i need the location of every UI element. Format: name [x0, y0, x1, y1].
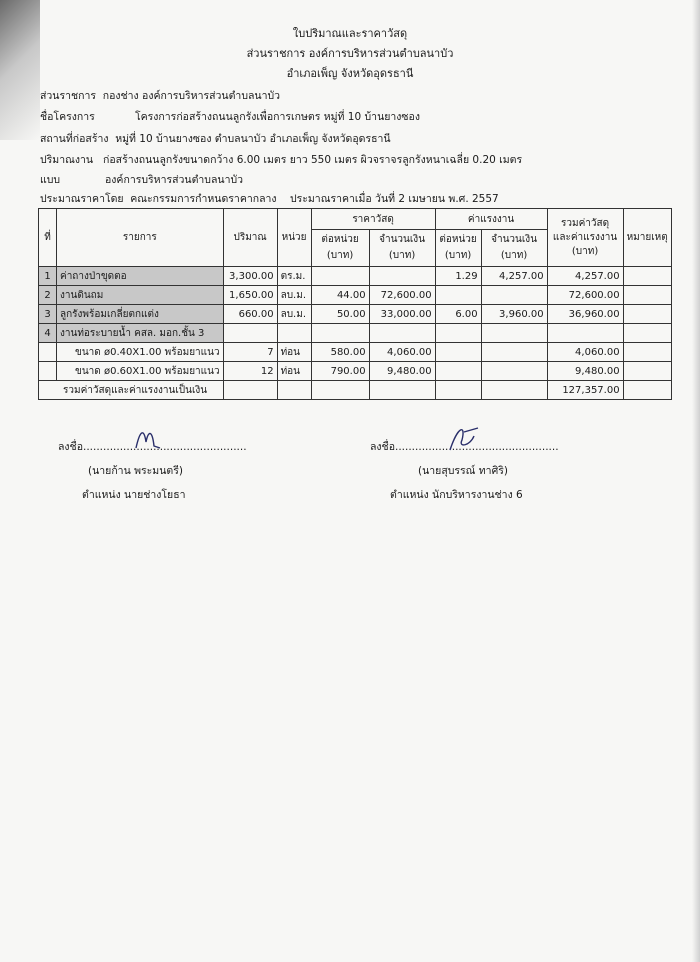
header-mat-amount-baht: (บาท) [388, 250, 416, 261]
table-row [39, 286, 672, 305]
doc-subtitle-district: อำเภอเพ็ญ จังหวัดอุดรธานี [286, 67, 414, 80]
cell-lab-unit: 1.29 [435, 267, 481, 286]
dept-label: ส่วนราชการ [40, 90, 97, 102]
type-line [40, 171, 243, 188]
cell-qty: 7 [223, 343, 277, 362]
doc-subtitle-agency: ส่วนราชการ องค์การบริหารส่วนตำบลนาบัว [246, 47, 454, 60]
estimator-value: คณะกรรมการกำหนดราคากลาง [130, 193, 277, 205]
cell-total [547, 324, 623, 343]
cell-total: 4,060.00 [547, 343, 623, 362]
scan-edge [692, 0, 700, 962]
cell-note [623, 324, 671, 343]
cell-qty: 12 [223, 362, 277, 381]
cell-lab-unit [435, 286, 481, 305]
cell-no: 1 [39, 267, 57, 286]
cell-lab-amt: 3,960.00 [481, 305, 547, 324]
dept-value: กองช่าง องค์การบริหารส่วนตำบลนาบัว [102, 90, 281, 102]
project-label: ชื่อโครงการ [40, 111, 95, 123]
table-row [39, 362, 672, 381]
right-signature-icon [444, 422, 484, 456]
dept-line [40, 87, 280, 104]
cell-unit: ท่อน [277, 343, 311, 362]
quantity-value: ก่อสร้างถนนลูกรังขนาดกว้าง 6.00 เมตร ยาว 550 เมตร ผิวจราจรลูกรังหนาเฉลี่ย 0.20 เมตร [103, 154, 523, 166]
cell-item: งานท่อระบายน้ำ คสล. มอก.ชั้น 3 [57, 324, 224, 343]
estimator-line [40, 190, 499, 207]
table-row [39, 324, 672, 343]
header-total-line3: (บาท) [571, 245, 599, 257]
cell-mat-unit: 44.00 [311, 286, 369, 305]
site-value: หมู่ที่ 10 บ้านยางซอง ตำบลนาบัว อำเภอเพ็ญ จังหวัดอุดรธานี [115, 133, 391, 145]
cell-mat-amt [369, 267, 435, 286]
header-mat-amount [369, 230, 435, 267]
cell-item: ลูกรังพร้อมเกลี่ยตกแต่ง [57, 305, 224, 324]
cell-mat-amt: 33,000.00 [369, 305, 435, 324]
cell-note [623, 286, 671, 305]
header-material: ราคาวัสดุ [311, 209, 435, 230]
cell-item: ขนาด ø0.40X1.00 พร้อมยาแนว [57, 343, 224, 362]
doc-title: ใบปริมาณและราคาวัสดุ [292, 27, 408, 40]
cell-lab-amt [481, 286, 547, 305]
cell-lab-unit [435, 343, 481, 362]
header-total-line2: และค่าแรงงาน [552, 231, 618, 243]
cell-total: 9,480.00 [547, 362, 623, 381]
cell-lab-unit [435, 362, 481, 381]
left-name: (นายก้าน พระมนตรี) [88, 465, 183, 477]
cell-mat-amt: 72,600.00 [369, 286, 435, 305]
cell-note [623, 343, 671, 362]
sum-total: 127,357.00 [547, 381, 623, 400]
cell-mat-unit [311, 324, 369, 343]
header-labor: ค่าแรงงาน [435, 209, 547, 230]
cell-lab-amt: 4,257.00 [481, 267, 547, 286]
cell-mat-unit: 790.00 [311, 362, 369, 381]
cell-no [39, 343, 57, 362]
cell-mat-amt: 9,480.00 [369, 362, 435, 381]
site-line [40, 130, 391, 147]
header-row-1 [39, 209, 672, 230]
header-lab-amount-baht: (บาท) [500, 250, 528, 261]
right-position: ตำแหน่ง นักบริหารงานช่าง 6 [390, 489, 523, 501]
header-qty: ปริมาณ [223, 209, 277, 267]
sum-row [39, 381, 672, 400]
cell-qty: 660.00 [223, 305, 277, 324]
cell-mat-unit [311, 267, 369, 286]
left-sign-line: ลงชื่อ................................................. [58, 441, 247, 453]
cell-item: ขนาด ø0.60X1.00 พร้อมยาแนว [57, 362, 224, 381]
quantity-label: ปริมาณงาน [40, 154, 94, 166]
table-row [39, 343, 672, 362]
table-row [39, 267, 672, 286]
sum-label: รวมค่าวัสดุและค่าแรงงานเป็นเงิน [39, 381, 224, 400]
header-total-line1: รวมค่าวัสดุ [561, 217, 610, 229]
cell-lab-amt [481, 343, 547, 362]
cell-unit: ลบ.ม. [277, 305, 311, 324]
cell-note [623, 267, 671, 286]
header-mat-unit-baht: (บาท) [326, 250, 354, 261]
cell-no [39, 362, 57, 381]
header-mat-unit-label: ต่อหน่วย [321, 234, 359, 245]
cell-qty: 1,650.00 [223, 286, 277, 305]
cell-no: 4 [39, 324, 57, 343]
cell-total: 36,960.00 [547, 305, 623, 324]
type-value: องค์การบริหารส่วนตำบลนาบัว [105, 174, 244, 186]
cell-no: 2 [39, 286, 57, 305]
estimator-label: ประมาณราคาโดย [40, 193, 124, 205]
header-lab-unit [435, 230, 481, 267]
cell-lab-unit: 6.00 [435, 305, 481, 324]
cell-no: 3 [39, 305, 57, 324]
cell-lab-amt [481, 362, 547, 381]
cell-mat-amt [369, 324, 435, 343]
header-unit: หน่วย [277, 209, 311, 267]
cell-note [623, 362, 671, 381]
header-note: หมายเหตุ [623, 209, 671, 267]
project-line [40, 108, 420, 125]
estimate-table [38, 208, 672, 400]
table-row [39, 305, 672, 324]
cell-item: งานดินถม [57, 286, 224, 305]
type-label: แบบ [40, 174, 61, 186]
project-value: โครงการก่อสร้างถนนลูกรังเพื่อการเกษตร หมู่ที่ 10 บ้านยางซอง [135, 111, 420, 123]
cell-note [623, 305, 671, 324]
cell-item: ค่าถางป่าขุดตอ [57, 267, 224, 286]
header-lab-amount-label: จำนวนเงิน [491, 234, 538, 245]
cell-total: 4,257.00 [547, 267, 623, 286]
header-item: รายการ [57, 209, 224, 267]
cell-mat-unit: 50.00 [311, 305, 369, 324]
left-position: ตำแหน่ง นายช่างโยธา [82, 489, 186, 501]
right-sign-line: ลงชื่อ................................................. [370, 441, 559, 453]
cell-qty [223, 324, 277, 343]
header-lab-unit-label: ต่อหน่วย [439, 234, 477, 245]
header-mat-unit [311, 230, 369, 267]
header-total [547, 209, 623, 267]
cell-total: 72,600.00 [547, 286, 623, 305]
cell-mat-amt: 4,060.00 [369, 343, 435, 362]
cell-unit [277, 324, 311, 343]
left-signature-icon [132, 424, 166, 454]
header-lab-unit-baht: (บาท) [444, 250, 472, 261]
cell-mat-unit: 580.00 [311, 343, 369, 362]
right-name: (นายสุบรรณ์ ทาศิริ) [418, 465, 508, 477]
site-label: สถานที่ก่อสร้าง [40, 133, 109, 145]
cell-lab-amt [481, 324, 547, 343]
cell-unit: ตร.ม. [277, 267, 311, 286]
cell-unit: ท่อน [277, 362, 311, 381]
header-mat-amount-label: จำนวนเงิน [379, 234, 426, 245]
cell-unit: ลบ.ม. [277, 286, 311, 305]
cell-qty: 3,300.00 [223, 267, 277, 286]
header-no: ที่ [39, 209, 57, 267]
estimate-date: ประมาณราคาเมื่อ วันที่ 2 เมษายน พ.ศ. 2557 [289, 193, 499, 205]
header-lab-amount [481, 230, 547, 267]
cell-lab-unit [435, 324, 481, 343]
quantity-line [40, 151, 522, 168]
